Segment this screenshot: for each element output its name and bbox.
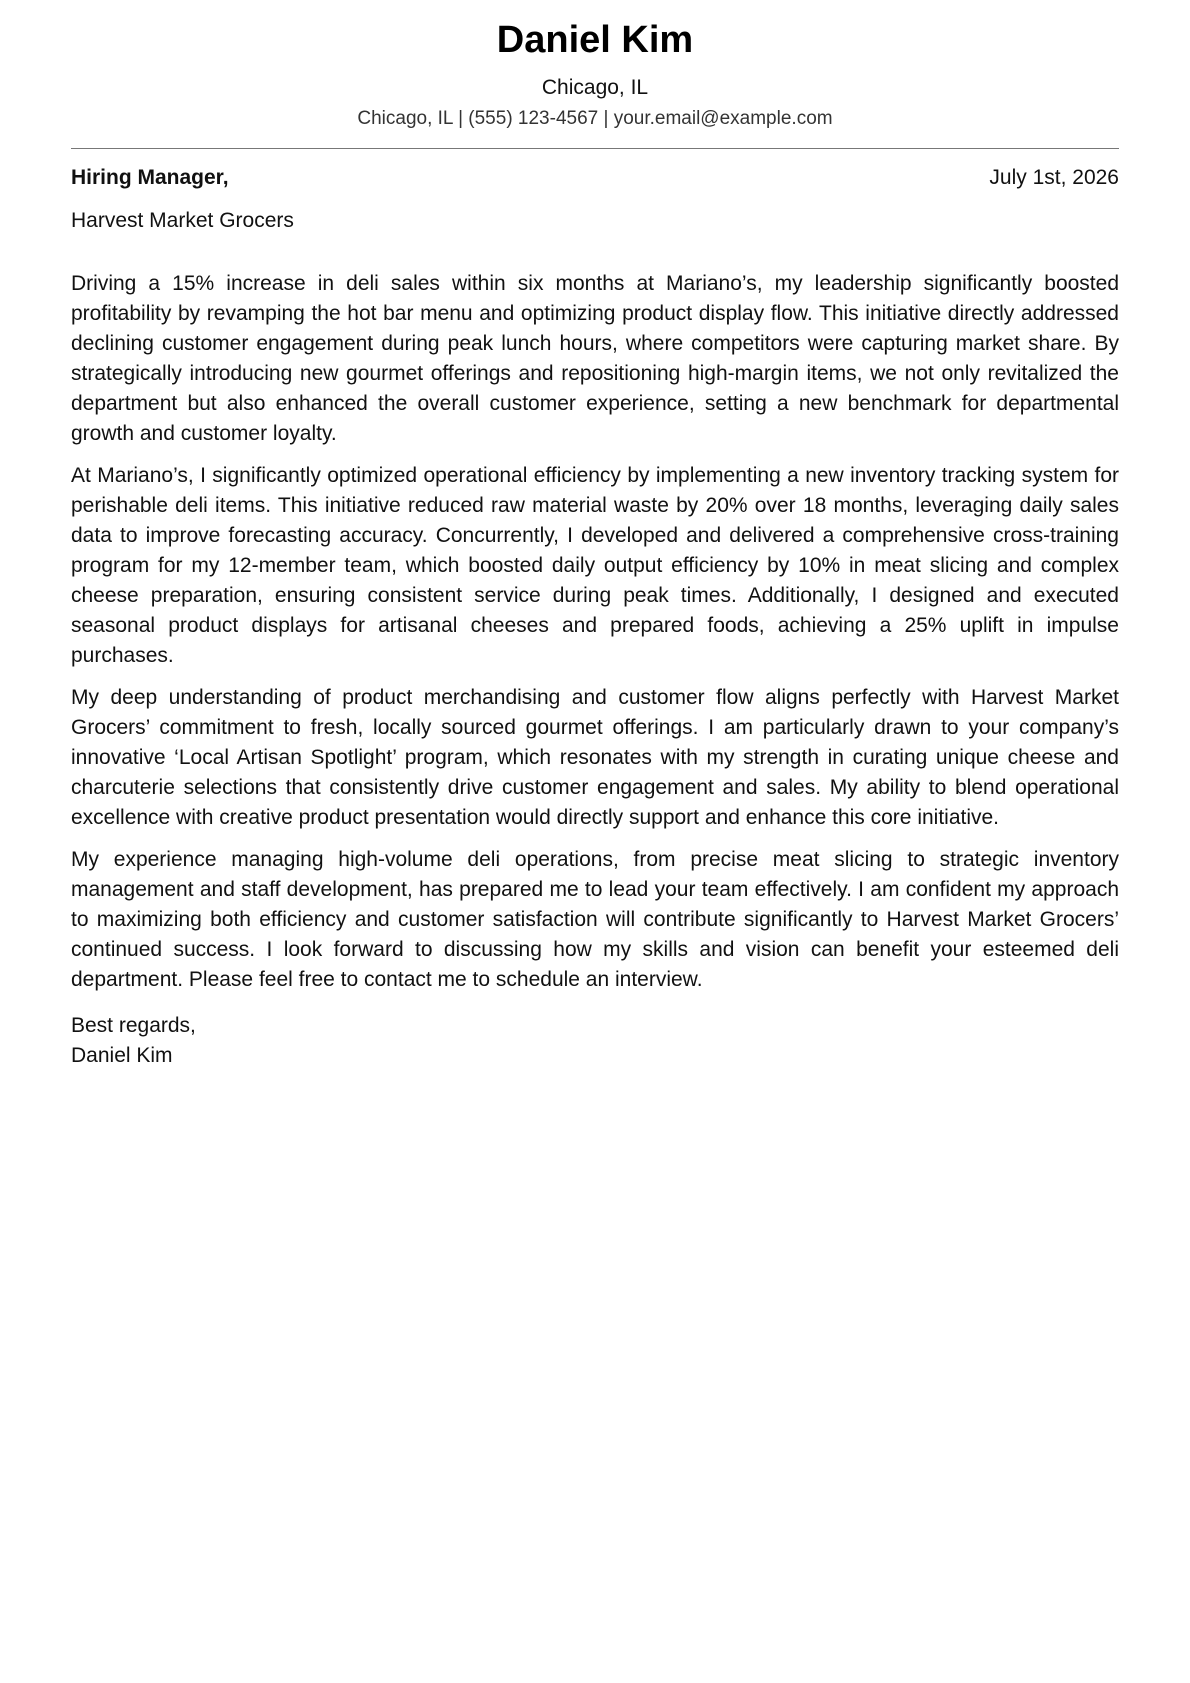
letter-closing-block xyxy=(71,1011,1119,1071)
applicant-contact-line: Chicago, IL | (555) 123-4567 | your.email@example.com xyxy=(357,108,833,129)
letter-date: July 1st, 2026 xyxy=(989,166,1119,189)
recipient-salutation: Hiring Manager, xyxy=(71,166,229,189)
applicant-name: Daniel Kim xyxy=(496,19,694,61)
applicant-location: Chicago, IL xyxy=(541,76,649,99)
letter-body xyxy=(71,269,1119,995)
recipient-date-row xyxy=(71,163,1119,193)
signature-name: Daniel Kim xyxy=(71,1044,173,1067)
body-paragraph: My experience managing high-volume deli operations, from precise meat slicing to strategic inventory management and staff development, has prepared me to lead your team effectively. I am confident my approach to maximizing both efficiency and customer satisfaction will contribute significantly to Harvest Market Grocers’ continued success. I look forward to discussing how my skills and vision can benefit your esteemed deli department. Please feel free to contact me to schedule an interview. xyxy=(71,848,1119,991)
header-divider xyxy=(71,148,1119,149)
body-paragraph: At Mariano’s, I significantly optimized operational efficiency by implementing a new inventory tracking system for perishable deli items. This initiative reduced raw material waste by 20% over 18 months, leveraging daily sales data to improve forecasting accuracy. Concurrently, I developed and delivered a comprehensive cross-training program for my 12-member team, which boosted daily output efficiency by 10% in meat slicing and complex cheese preparation, ensuring consistent service during peak times. Additionally, I designed and executed seasonal product displays for artisanal cheeses and prepared foods, achieving a 25% uplift in impulse purchases. xyxy=(71,464,1119,667)
body-paragraph: Driving a 15% increase in deli sales within six months at Mariano’s, my leadership significantly boosted profitability by revamping the hot bar menu and optimizing product display flow. This initiative directly addressed declining customer engagement during peak lunch hours, where competitors were capturing market share. By strategically introducing new gourmet offerings and repositioning high-margin items, we not only revitalized the department but also enhanced the overall customer experience, setting a new benchmark for departmental growth and customer loyalty. xyxy=(71,272,1119,445)
recipient-company: Harvest Market Grocers xyxy=(71,209,294,232)
body-paragraph: My deep understanding of product merchandising and customer flow aligns perfectly with Harvest Market Grocers’ commitment to fresh, locally sourced gourmet offerings. I am particularly drawn to your company’s innovative ‘Local Artisan Spotlight’ program, which resonates with my strength in curating unique cheese and charcuterie selections that consistently drive customer engagement and sales. My ability to blend operational excellence with creative product presentation would directly support and enhance this core initiative. xyxy=(71,686,1119,829)
closing-phrase: Best regards, xyxy=(71,1014,196,1037)
letter-header xyxy=(71,0,1119,133)
